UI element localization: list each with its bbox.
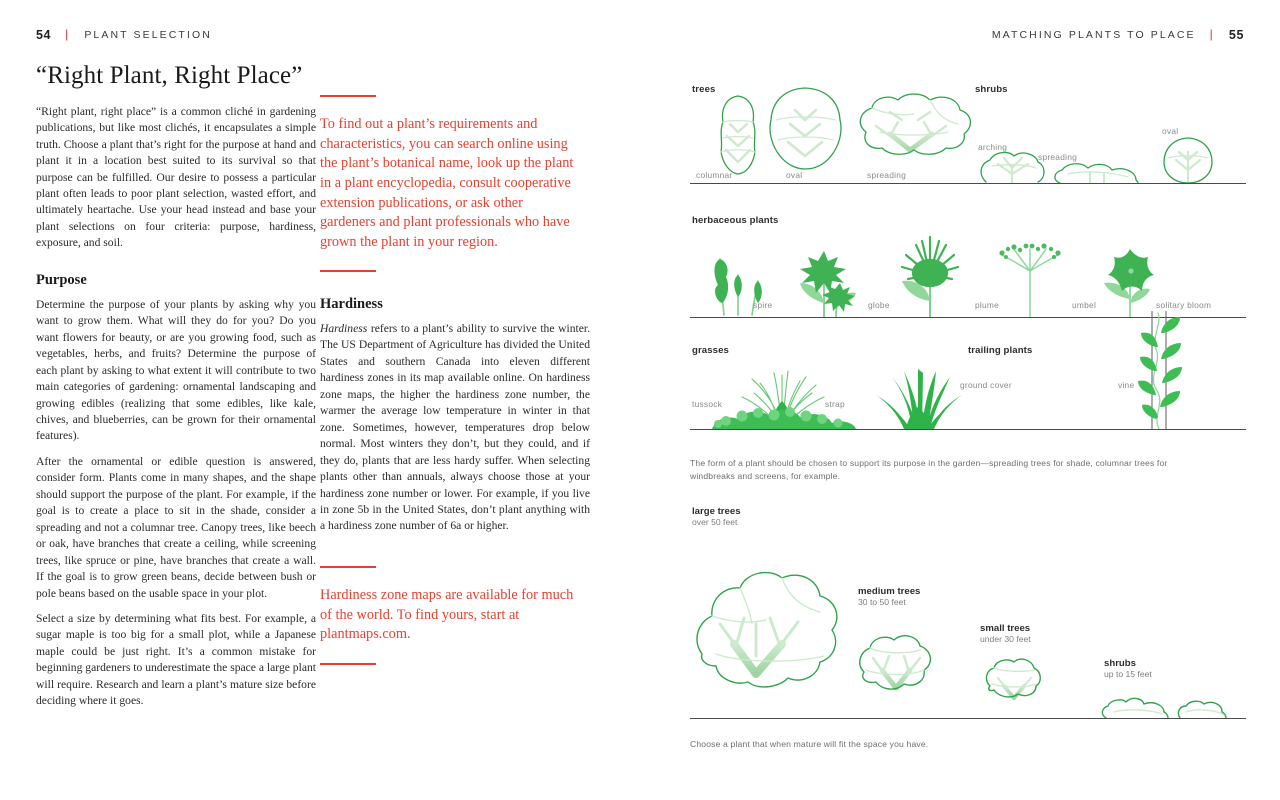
group-title-trailing: trailing plants bbox=[968, 345, 1033, 356]
band-grasses-trailing bbox=[690, 345, 1246, 445]
band-herbaceous bbox=[690, 215, 1246, 333]
label-arching: arching bbox=[978, 142, 1008, 152]
size-title-shrubs: shrubs bbox=[1104, 657, 1136, 669]
size-group-shrubs bbox=[1104, 658, 1152, 679]
section-heading-purpose: Purpose bbox=[36, 271, 87, 288]
folio-left: 54 bbox=[36, 28, 52, 42]
divider-icon: | bbox=[65, 27, 71, 41]
figure-1-caption: The form of a plant should be chosen to support its purpose in the garden—spreading trees for shade, columnar trees for windbreaks and screens, for example. bbox=[690, 458, 1168, 482]
size-sub-large: over 50 feet bbox=[692, 516, 738, 527]
group-title-trees: trees bbox=[692, 84, 716, 95]
label-vine: vine bbox=[1118, 380, 1135, 390]
label-ground-cover: ground cover bbox=[960, 380, 1012, 390]
group-title-herbaceous: herbaceous plants bbox=[692, 215, 779, 226]
band-tree-sizes bbox=[690, 506, 1246, 728]
size-group-medium bbox=[858, 586, 920, 607]
illustration-plate bbox=[690, 70, 1246, 751]
running-head-right-label: MATCHING PLANTS TO PLACE bbox=[991, 29, 1196, 41]
label-plume: plume bbox=[975, 300, 1000, 310]
text-column-1 bbox=[36, 62, 316, 719]
group-title-shrubs: shrubs bbox=[975, 84, 1008, 95]
hardiness-paragraph bbox=[320, 321, 590, 535]
rule-top bbox=[320, 566, 376, 568]
label-spreading-tree: spreading bbox=[867, 170, 907, 180]
divider-icon: | bbox=[1209, 27, 1215, 41]
pull-quote-2 bbox=[320, 566, 582, 665]
purpose-paragraph-3: Select a size by determining what fits best. For example, a sugar maple is too big for a small plot, while a Japanese maple could be just right. It’s a common mistake for beginning gardeners to underestimate the space a large plant will require. Research and learn a plant’s mature size before deciding where it goes. bbox=[36, 611, 316, 708]
grasses-trailing-illustration bbox=[690, 345, 1246, 445]
herbaceous-illustration bbox=[690, 215, 1246, 333]
hardiness-lead-italic: Hardiness bbox=[320, 322, 368, 335]
size-group-small bbox=[980, 623, 1031, 644]
section-heading-hardiness: Hardiness bbox=[320, 296, 383, 312]
hardiness-paragraph-rest: refers to a plant’s ability to survive the winter. The US Department of Agriculture has divided the United States and southern Canada into eleven different hardiness zones in its map available online. On hardiness zone maps, the higher the hardiness zone number, the warmer the average low temperature in winter in that zone. Sometimes, however, temperatures drop below normal. Most winters they don’t, but they could, and if they do, plants that are less hardy suffer. When selecting plants other than annuals, always choose those at your hardiness zone number or lower. For example, if you live in zone 5b in the United States, don’t plant anything with a hardiness zone number of 6a or higher. bbox=[320, 322, 590, 533]
band-trees-shrubs bbox=[690, 70, 1246, 200]
size-title-medium: medium trees bbox=[858, 585, 921, 597]
folio-right: 55 bbox=[1228, 28, 1244, 42]
page-title: “Right Plant, Right Place” bbox=[36, 62, 303, 89]
tree-sizes-illustration bbox=[690, 506, 1246, 728]
label-columnar: columnar bbox=[696, 170, 733, 180]
rule-top bbox=[320, 95, 376, 97]
label-umbel: umbel bbox=[1072, 300, 1097, 310]
size-group-large bbox=[692, 506, 741, 527]
label-solitary-bloom: solitary bloom bbox=[1156, 300, 1212, 310]
pull-quote-2-text: Hardiness zone maps are available for much of the world. To find yours, start at plantmaps.com. bbox=[320, 587, 574, 643]
pull-quote-1 bbox=[320, 95, 582, 272]
rule-bottom bbox=[320, 270, 376, 272]
label-globe: globe bbox=[868, 300, 890, 310]
size-title-large: large trees bbox=[692, 505, 741, 517]
size-sub-shrubs: up to 15 feet bbox=[1104, 668, 1152, 679]
running-head-left-label: PLANT SELECTION bbox=[84, 29, 212, 41]
purpose-paragraph-1: Determine the purpose of your plants by asking why you want to grow them. What will they do for you? Do you want flowers for beauty, or are you growing food, such as vegetables, herbs, and fruits? Determine the purpose of each plant by asking to what extent it will contribute to two main categories of gardening: ornamental landscaping and growing edibles (realizing that some edibles, like kale, chives, and blueberries, can be grown for their ornamental features). bbox=[36, 297, 316, 443]
size-title-small: small trees bbox=[980, 622, 1031, 634]
label-spire: spire bbox=[753, 300, 773, 310]
text-column-2 bbox=[320, 296, 590, 544]
running-head-right bbox=[992, 28, 1244, 42]
purpose-paragraph-2: After the ornamental or edible question is answered, consider form. Plants come in many shapes, and the shape should support the purpose of the plant. For example, if the goal is to create a place to sit in the shade, consider a spreading and not a columnar tree. Canopy trees, like beech or oak, have branches that create a ceiling, while screening trees, like spruce or pine, have branches that create a wall. If the goal is to grow green beans, decide between bush or pole beans based on the usable space in your plot. bbox=[36, 454, 316, 600]
group-title-grasses: grasses bbox=[692, 345, 729, 356]
size-sub-small: under 30 feet bbox=[980, 633, 1031, 644]
intro-paragraph: “Right plant, right place” is a common cliché in gardening publications, but like most clichés, it encapsulates a simple truth. Choose a plant that’s right for the purpose at hand and plant it in a location best suited to its survival so that purpose can be fulfilled. Our desire to possess a particular plant often leads to poor plant selection, wasted effort, and ultimately heartache. Use your head instead and base your plant selections on four criteria: purpose, hardiness, exposure, and soil. bbox=[36, 104, 316, 250]
figure-2-caption: Choose a plant that when mature will fit the space you have. bbox=[690, 738, 929, 749]
pull-quote-1-text: To find out a plant’s requirements and characteristics, you can search online using the plant’s botanical name, look up the plant in a plant encyclopedia, consult cooperative extension publications, or ask other gardeners and plant professionals who have grown the plant in your region. bbox=[320, 116, 574, 250]
rule-bottom bbox=[320, 663, 376, 665]
size-sub-medium: 30 to 50 feet bbox=[858, 596, 906, 607]
running-head-left bbox=[36, 28, 212, 42]
label-oval-shrub: oval bbox=[1162, 126, 1179, 136]
label-oval-tree: oval bbox=[786, 170, 803, 180]
label-spreading-shrub: spreading bbox=[1038, 152, 1078, 162]
label-tussock: tussock bbox=[692, 399, 723, 409]
label-strap: strap bbox=[825, 399, 845, 409]
